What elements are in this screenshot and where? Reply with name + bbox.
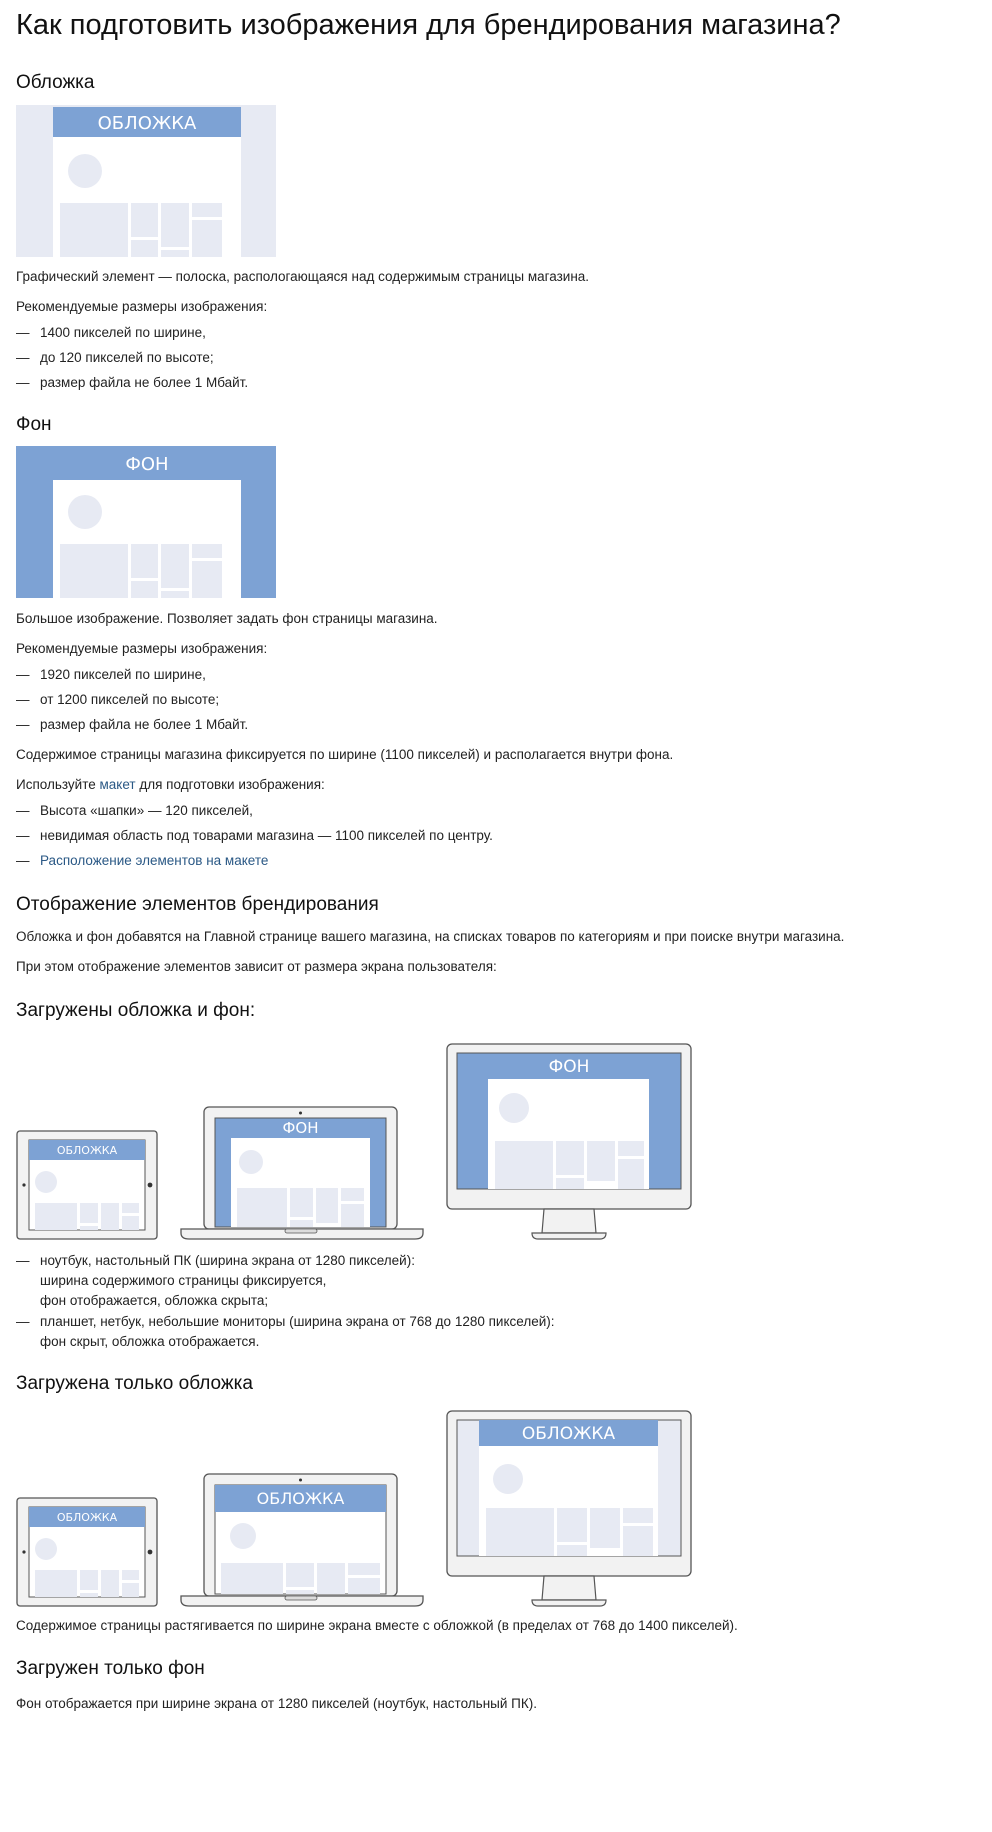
cover-only-heading: Загружена только обложка <box>16 1373 253 1394</box>
list-item: — невидимая область под товарами магазина — 1100 пикселей по центру. <box>16 827 976 845</box>
background-sizes-heading: Рекомендуемые размеры изображения: <box>16 641 268 656</box>
list-item: — 1400 пикселей по ширине, <box>16 324 976 342</box>
template-paragraph <box>16 776 976 794</box>
both-heading: Загружены обложка и фон: <box>16 1000 256 1021</box>
laptop-illustration <box>180 1106 424 1240</box>
background-sizes-list <box>16 666 976 734</box>
monitor-label: ФОН <box>548 1057 590 1077</box>
list-item: — размер файла не более 1 Мбайт. <box>16 374 976 392</box>
display-heading: Отображение элементов брендирования <box>16 894 379 915</box>
cover-sizes-heading: Рекомендуемые размеры изображения: <box>16 299 268 314</box>
devices-both <box>16 1043 976 1240</box>
background-content-note: Содержимое страницы магазина фиксируется по ширине (1100 пикселей) и располагается внутри фона. <box>16 747 674 762</box>
list-item <box>16 1313 976 1351</box>
template-link[interactable]: макет <box>99 777 136 792</box>
list-item <box>16 852 976 870</box>
laptop-label: ФОН <box>282 1119 319 1137</box>
laptop-cover-illustration <box>180 1473 424 1607</box>
list-item: — до 120 пикселей по высоте; <box>16 349 976 367</box>
cover-heading: Обложка <box>16 72 95 93</box>
devices-cover-only <box>16 1410 976 1607</box>
monitor-cover-label: ОБЛОЖКА <box>521 1424 616 1444</box>
monitor-cover-illustration <box>446 1410 692 1607</box>
list-line: фон отображается, обложка скрыта; <box>40 1293 269 1308</box>
cover-only-note: Содержимое страницы растягивается по ширине экрана вместе с обложкой (в пределах от 768 до 1400 пикселей). <box>16 1618 738 1633</box>
background-heading: Фон <box>16 414 52 435</box>
page-title: Как подготовить изображения для брендирования магазина? <box>16 9 841 41</box>
display-paragraph-2: При этом отображение элементов зависит от размера экрана пользователя: <box>16 959 497 974</box>
list-item <box>16 1252 976 1310</box>
list-item: — от 1200 пикселей по высоте; <box>16 691 976 709</box>
template-text-after: для подготовки изображения: <box>135 777 325 792</box>
cover-description: Графический элемент — полоска, распологающаяся над содержимым страницы магазина. <box>16 269 590 284</box>
tablet-illustration <box>16 1130 158 1240</box>
background-description: Большое изображение. Позволяет задать фон страницы магазина. <box>16 611 438 626</box>
list-line: — ноутбук, настольный ПК (ширина экрана от 1280 пикселей): <box>40 1253 415 1268</box>
monitor-illustration <box>446 1043 692 1240</box>
background-only-note: Фон отображается при ширине экрана от 1280 пикселей (ноутбук, настольный ПК). <box>16 1696 537 1711</box>
list-line: — планшет, нетбук, небольшие мониторы (ширина экрана от 768 до 1280 пикселей): <box>40 1314 555 1329</box>
background-only-heading: Загружен только фон <box>16 1658 205 1679</box>
list-item: — 1920 пикселей по ширине, <box>16 666 976 684</box>
list-line: ширина содержимого страницы фиксируется, <box>40 1273 327 1288</box>
list-line: фон скрыт, обложка отображается. <box>40 1334 260 1349</box>
template-text-before: Используйте <box>16 777 100 792</box>
display-paragraph-1: Обложка и фон добавятся на Главной странице вашего магазина, на списках товаров по категориям и при поиске внутри магазина. <box>16 929 845 944</box>
background-illustration <box>16 446 276 598</box>
list-item: — размер файла не более 1 Мбайт. <box>16 716 976 734</box>
cover-illustration <box>16 105 276 257</box>
template-list <box>16 802 976 870</box>
both-list <box>16 1252 976 1351</box>
layout-elements-link[interactable]: Расположение элементов на макете <box>40 853 269 868</box>
cover-image-label: ОБЛОЖКА <box>97 113 197 134</box>
background-image-label: ФОН <box>125 454 169 475</box>
tablet-label: ОБЛОЖКА <box>56 1144 118 1157</box>
tablet-cover-label: ОБЛОЖКА <box>56 1511 118 1524</box>
laptop-cover-label: ОБЛОЖКА <box>256 1489 345 1508</box>
tablet-cover-illustration <box>16 1497 158 1607</box>
cover-sizes-list <box>16 324 976 392</box>
list-item: — Высота «шапки» — 120 пикселей, <box>16 802 976 820</box>
